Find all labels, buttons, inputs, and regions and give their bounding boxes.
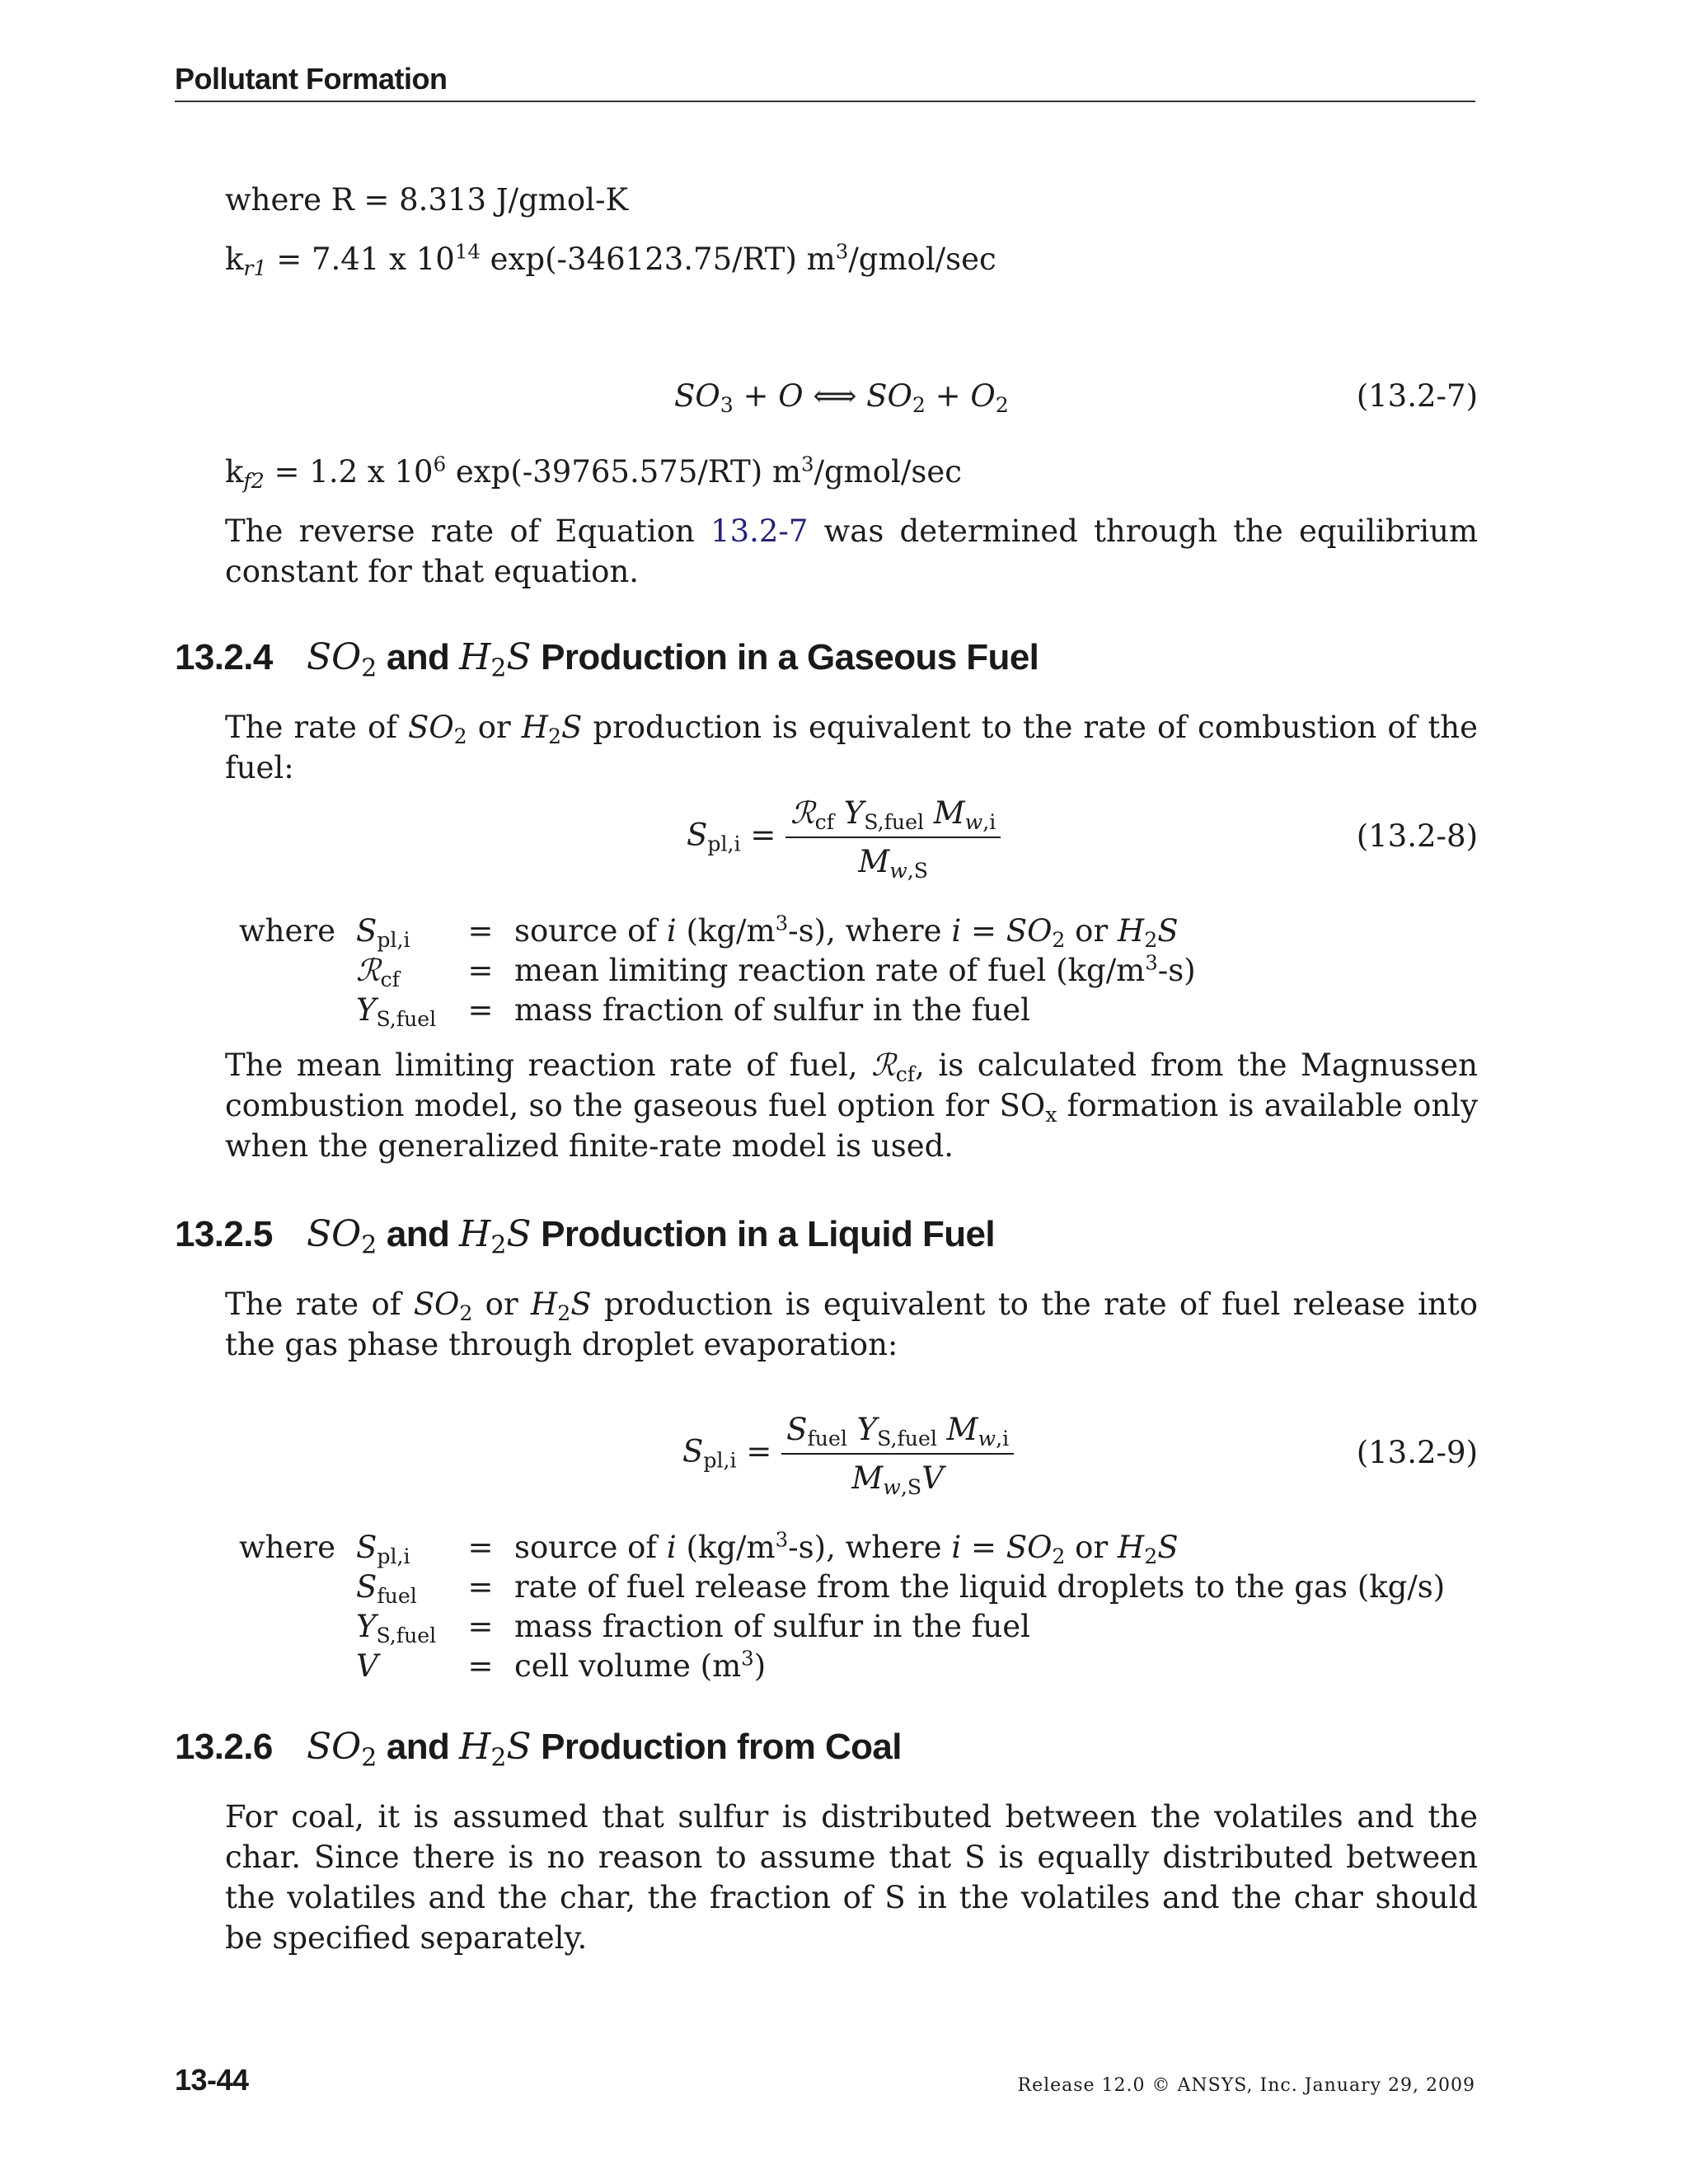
variable-definitions-13-2-8 [239, 912, 1196, 1030]
equation-number: (13.2-8) [1356, 818, 1478, 854]
definition-row: $Y_{S,fuel}$ = mass fraction of sulfur in the fuel [356, 992, 1031, 1032]
equation-body: $S_{pl,i}$ = $\frac{ℛ_{cf} Y_{S,fuel} M_{w,i}}{M_{w,S}}$ [687, 793, 1001, 882]
release-notice: Release 12.0 © ANSYS, Inc. January 29, 2009 [1017, 2075, 1475, 2096]
section-13-2-5-heading: 13.2.5 $SO_2$ and $H_2S$ Production in a Liquid Fuel [175, 1213, 996, 1260]
section-13-2-4-paragraph: The mean limiting reaction rate of fuel, ℛ$_{cf}$, is calculated from the Magnussen combustion model, so the gaseous fuel option for $SO_x$ formation is available only when the generalized finite-rate model is used. [225, 1047, 1478, 1164]
definition-row: $Y_{S,fuel}$ = mass fraction of sulfur in the fuel [356, 1609, 1031, 1648]
definition-row: ℛ$_{cf}$ = mean limiting reaction rate of fuel $(kg/m^3-s)$ [356, 950, 1196, 992]
running-header: Pollutant Formation [175, 62, 448, 96]
equation-body: $S_{pl,i}$ = $\frac{S_{fuel} Y_{S,fuel} M_{w,i}}{M_{w,S}V}$ [682, 1409, 1014, 1498]
equation-number: (13.2-9) [1356, 1435, 1478, 1470]
definition-row: where $S_{pl,i}$ = source of i $(kg/m^3-s)$, where $i = SO_2$ or $H_2S$ [239, 911, 1179, 953]
equation-13-2-8 [225, 793, 1478, 883]
variable-definitions-13-2-9 [239, 1528, 1445, 1686]
equation-link[interactable]: 13.2-7 [710, 513, 809, 549]
section-13-2-4-heading: 13.2.4 $SO_2$ and $H_2S$ Production in a Gaseous Fuel [175, 636, 1039, 683]
section-13-2-4-intro: The rate of $SO_2$ or $H_2S$ production is equivalent to the rate of combustion of the fuel: [225, 710, 1478, 785]
definition-row: $S_{fuel}$ = rate of fuel release from the liquid droplets to the gas (kg/s) [356, 1569, 1446, 1609]
kf2-line: $k_{f2} = 1.2$ x $10^6$ exp(-39765.575/RT) $m^3/gmol/\sec$ [225, 452, 962, 494]
equation-13-2-9 [225, 1409, 1478, 1500]
section-13-2-5-intro: The rate of $SO_2$ or $H_2S$ production is equivalent to the rate of fuel release into the gas phase through droplet evaporation: [225, 1286, 1478, 1362]
equation-13-2-7 [225, 376, 1478, 417]
header-rule [175, 101, 1475, 102]
definition-row: where $S_{pl,i}$ = source of i $(kg/m^3-s)$, where $i = SO_2$ or $H_2S$ [239, 1527, 1179, 1569]
gas-constant-line: where R = 8.313 J/gmol-K [225, 182, 629, 218]
section-13-2-6-paragraph: For coal, it is assumed that sulfur is distributed between the volatiles and the char. Since there is no reason to assume that S is equally distributed between the volatiles and the char, the fraction of S in the volatiles and the char should be specified separately. [225, 1799, 1478, 1956]
kr1-line: $k_{r1} = 7.41$ x $10^{14}$ exp(-346123.75/RT) $m^3/gmol/\sec$ [225, 239, 996, 281]
reverse-rate-paragraph: The reverse rate of Equation 13.2-7 was determined through the equilibrium constant for that equation. [225, 513, 1478, 589]
section-13-2-6-heading: 13.2.6 $SO_2$ and $H_2S$ Production from Coal [175, 1726, 902, 1773]
page-number: 13-44 [175, 2063, 249, 2097]
equation-body: $SO_3 + O$ ⟺ $SO_2 + O_2$ [674, 378, 1009, 418]
definition-row: V = cell volume $(m^3)$ [356, 1646, 767, 1684]
equation-number: (13.2-7) [1356, 378, 1478, 414]
